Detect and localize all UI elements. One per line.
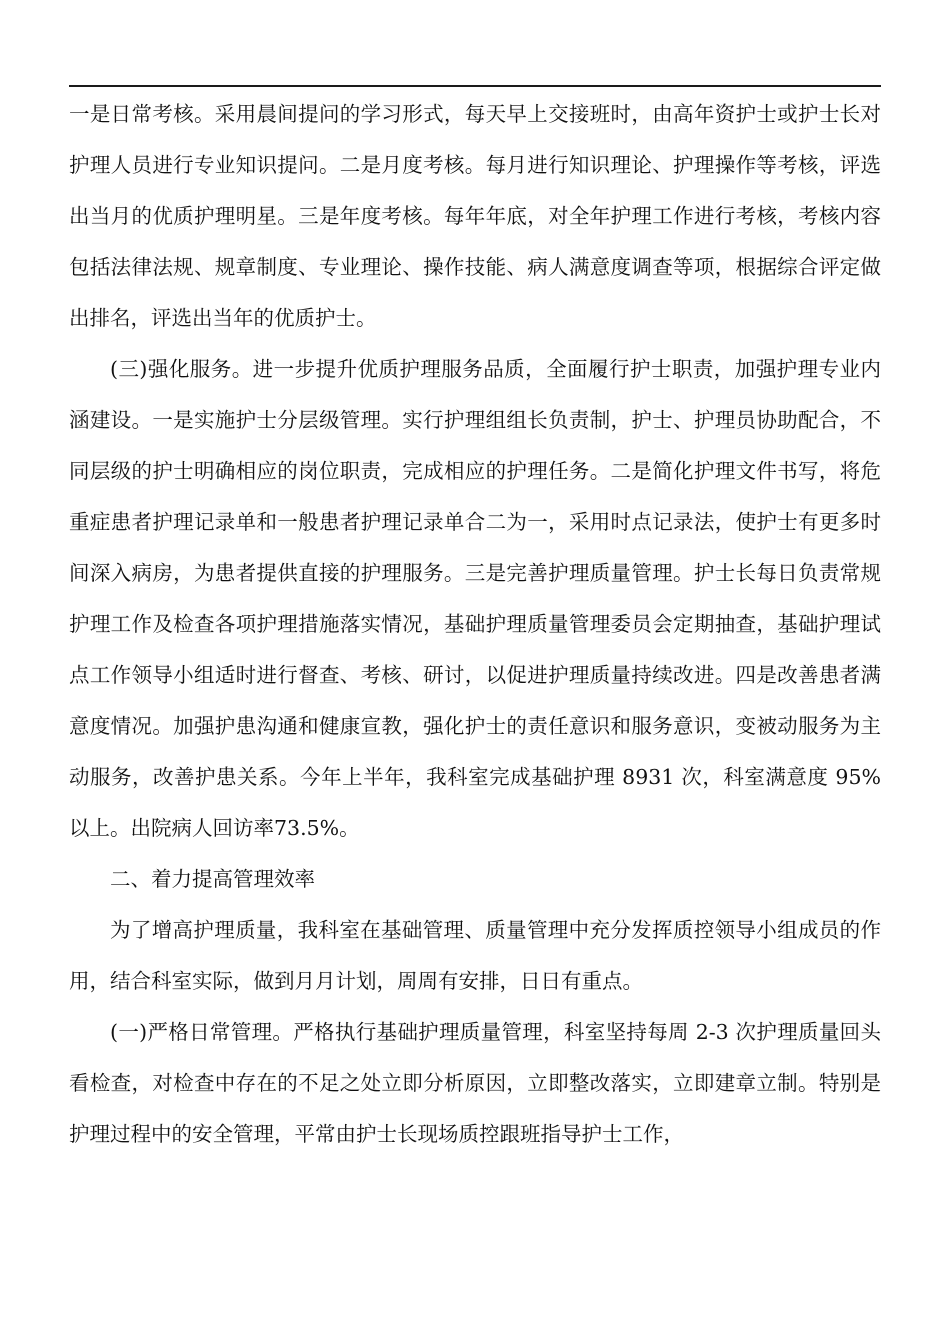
section-heading: 二、着力提高管理效率 (110, 867, 315, 891)
paragraph-daily-management: (一)严格日常管理。严格执行基础护理质量管理，科室坚持每周 2-3 次护理质量回头看检查，对检查中存在的不足之处立即分析原因，立即整改落实，立即建章立制。特别是护理过程中的安全管理，平常由护士长现场质控跟班指导护士工作， (69, 1020, 881, 1146)
paragraph-assessment: 一是日常考核。采用晨间提问的学习形式，每天早上交接班时，由高年资护士或护士长对护理人员进行专业知识提问。二是月度考核。每月进行知识理论、护理操作等考核，评选出当月的优质护理明星。三是年度考核。每年年底，对全年护理工作进行考核，考核内容包括法律法规、规章制度、专业理论、操作技能、病人满意度调查等项，根据综合评定做出排名，评选出当年的优质护士。 (69, 102, 881, 330)
paragraph-strengthen-service: (三)强化服务。进一步提升优质护理服务品质，全面履行护士职责，加强护理专业内涵建设。一是实施护士分层级管理。实行护理组组长负责制，护士、护理员协助配合，不同层级的护士明确相应的岗位职责，完成相应的护理任务。二是简化护理文件书写，将危重症患者护理记录单和一般患者护理记录单合二为一，采用时点记录法，使护士有更多时间深入病房，为患者提供直接的护理服务。三是完善护理质量管理。护士长每日负责常规护理工作及检查各项护理措施落实情况，基础护理质量管理委员会定期抽查，基础护理试点工作领导小组适时进行督查、考核、研讨，以促进护理质量持续改进。四是改善患者满意度情况。加强护患沟通和健康宣教，强化护士的责任意识和服务意识，变被动服务为主动服务，改善护患关系。今年上半年，我科室完成基础护理 8931 次，科室满意度 95%以上。出院病人回访率73.5%。 (69, 357, 881, 840)
document-body (69, 89, 881, 1160)
header-rule (69, 85, 881, 87)
paragraph-management-intro: 为了增高护理质量，我科室在基础管理、质量管理中充分发挥质控领导小组成员的作用，结合科室实际，做到月月计划，周周有安排，日日有重点。 (69, 918, 881, 993)
